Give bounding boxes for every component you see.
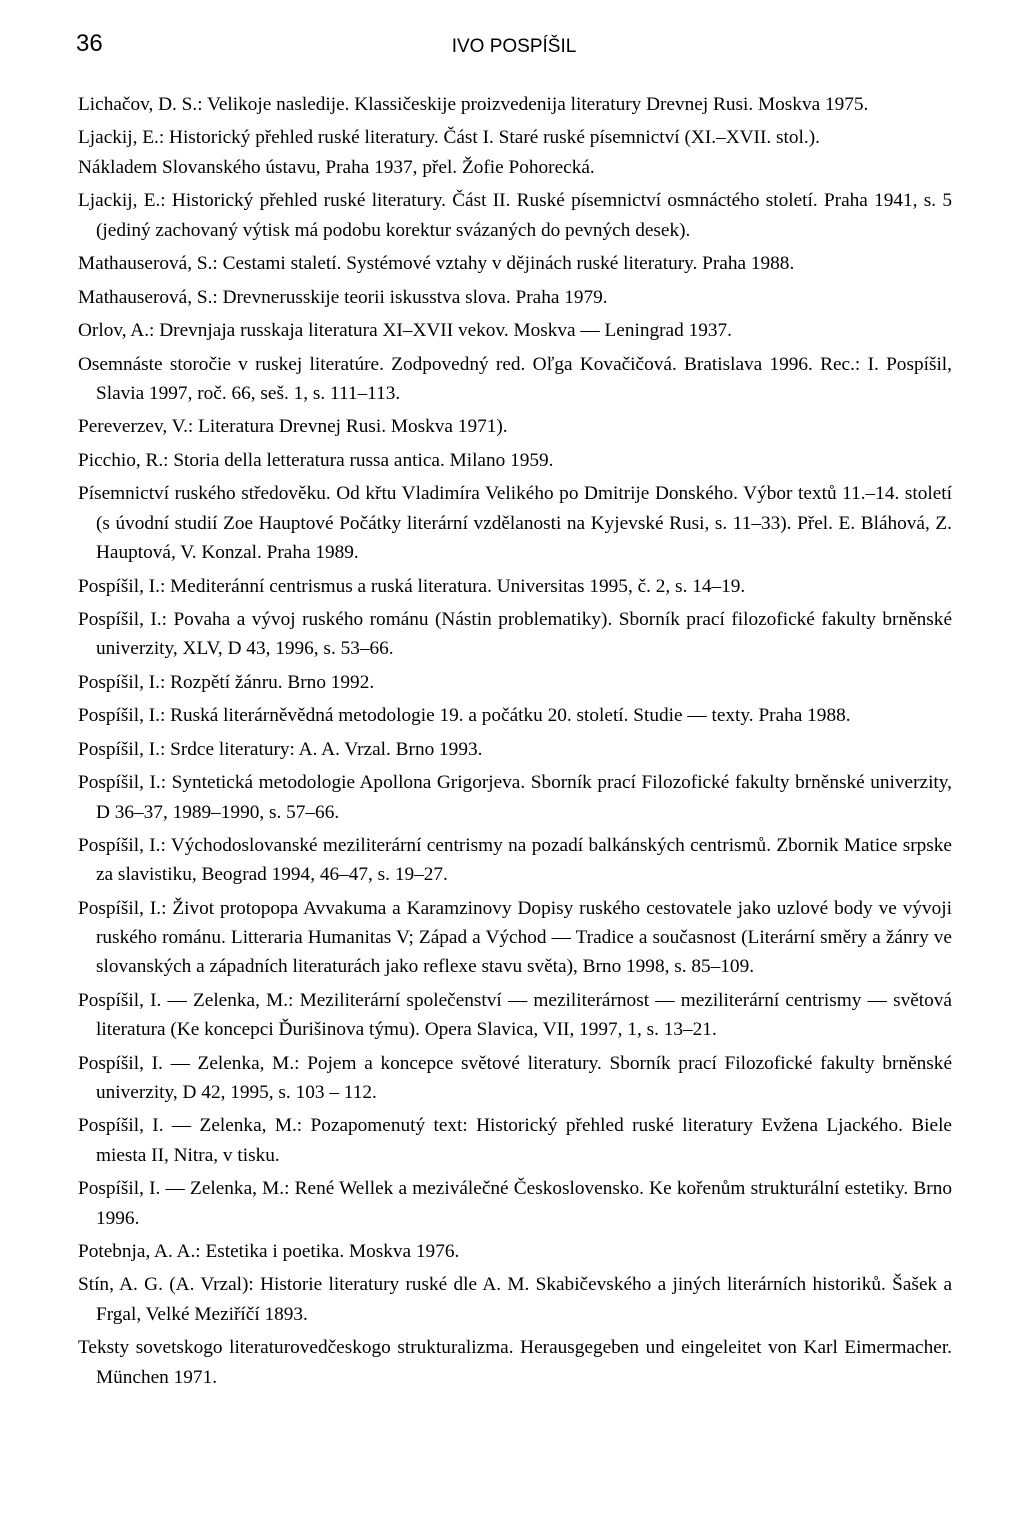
bibliography-entry: Pospíšil, I.: Syntetická metodologie Apollona Grigorjeva. Sborník prací Filozofické fakulty brněnské univerzity, D 36–37, 1989–1990, s. 57–66.	[78, 772, 952, 823]
bibliography-entry: Ljackij, E.: Historický přehled ruské literatury. Část II. Ruské písemnictví osmnáctého století. Praha 1941, s. 5 (jediný zachovaný výtisk má podobu korektur svázaných do pevných desek).	[78, 190, 952, 241]
bibliography-entry: Ljackij, E.: Historický přehled ruské literatury. Část I. Staré ruské písemnictví (XI.–XVII. stol.).	[78, 127, 820, 149]
bibliography-entry: Pospíšil, I.: Ruská literárněvědná metodologie 19. a počátku 20. století. Studie — texty. Praha 1988.	[78, 705, 851, 727]
bibliography-list	[78, 90, 952, 1396]
page-header	[76, 30, 952, 70]
bibliography-entry: Pospíšil, I. — Zelenka, M.: Meziliterární společenství — meziliterárnost — meziliterární centrismy — světová literatura (Ke koncepci Ďurišinova týmu). Opera Slavica, VII, 1997, 1, s. 13–21.	[78, 989, 952, 1041]
bibliography-entry: Pospíšil, I.: Východoslovanské meziliterární centrismy na pozadí balkánských centrismů. Zbornik Matice srpske za slavistiku, Beograd 1994, 46–47, s. 19–27.	[78, 835, 952, 886]
bibliography-entry: Teksty sovetskogo literaturovedčeskogo strukturalizma. Herausgegeben und eingeleitet von Karl Eimermacher. München 1971.	[78, 1337, 952, 1388]
bibliography-entry: Pospíšil, I. — Zelenka, M.: Pojem a koncepce světové literatury. Sborník prací Filozofické fakulty brněnské univerzity, D 42, 1995, s. 103 – 112.	[78, 1052, 952, 1103]
bibliography-entry: Lichačov, D. S.: Velikoje nasledije. Klassičeskije proizvedenija literatury Drevnej Rusi. Moskva 1975.	[78, 94, 869, 115]
bibliography-entry: Pospíšil, I.: Rozpětí žánru. Brno 1992.	[78, 671, 375, 693]
bibliography-entry: Potebnja, A. A.: Estetika i poetika. Moskva 1976.	[78, 1241, 460, 1262]
running-title: IVO POSPÍŠIL	[451, 36, 577, 57]
bibliography-entry: Osemnáste storočie v ruskej literatúre. Zodpovedný red. Oľga Kovačičová. Bratislava 1996. Rec.: I. Pospíšil, Slavia 1997, roč. 66, seš. 1, s. 111–113.	[78, 353, 952, 404]
bibliography-entry: Pospíšil, I. — Zelenka, M.: Pozapomenutý text: Historický přehled ruské literatury Evžena Ljackého. Biele miesta II, Nitra, v tisku.	[78, 1115, 952, 1166]
bibliography-entry: Pospíšil, I. — Zelenka, M.: René Wellek a meziválečné Československo. Ke kořenům strukturální estetiky. Brno 1996.	[78, 1178, 952, 1229]
bibliography-entry: Pospíšil, I.: Mediteránní centrismus a ruská literatura. Universitas 1995, č. 2, s. 14–19.	[78, 575, 746, 597]
bibliography-entry: Picchio, R.: Storia della letteratura russa antica. Milano 1959.	[78, 449, 554, 471]
bibliography-entry: Pospíšil, I.: Srdce literatury: A. A. Vrzal. Brno 1993.	[78, 738, 483, 760]
bibliography-entry: Nákladem Slovanského ústavu, Praha 1937, přel. Žofie Pohorecká.	[78, 156, 595, 178]
bibliography-entry: Písemnictví ruského středověku. Od křtu Vladimíra Velikého po Dmitrije Donského. Výbor textů 11.–14. století (s úvodní studií Zoe Hauptové Počátky literární vzdělanosti na Kyjevské Rusi, s. 11–33). Přel. E. Bláhová, Z. Hauptová, V. Konzal. Praha 1989.	[78, 483, 952, 564]
bibliography-entry: Pereverzev, V.: Literatura Drevnej Rusi. Moskva 1971).	[78, 416, 508, 438]
bibliography-entry: Orlov, A.: Drevnjaja russkaja literatura XI–XVII vekov. Moskva — Leningrad 1937.	[78, 320, 732, 342]
bibliography-entry: Stín, A. G. (A. Vrzal): Historie literatury ruské dle A. M. Skabičevského a jiných literárních historiků. Šašek a Frgal, Velké Meziříčí 1893.	[78, 1274, 952, 1325]
bibliography-entry: Mathauserová, S.: Drevnerusskije teorii iskusstva slova. Praha 1979.	[78, 286, 608, 308]
bibliography-entry: Pospíšil, I.: Povaha a vývoj ruského románu (Nástin problematiky). Sborník prací filozofické fakulty brněnské univerzity, XLV, D 43, 1996, s. 53–66.	[78, 609, 952, 660]
bibliography-entry: Mathauserová, S.: Cestami staletí. Systémové vztahy v dějinách ruské literatury. Praha 1988.	[78, 253, 795, 275]
bibliography-entry: Pospíšil, I.: Život protopopa Avvakuma a Karamzinovy Dopisy ruského cestovatele jako uzlové body ve vývoji ruského románu. Litteraria Humanitas V; Západ a Východ — Tradice a současnost (Literární směry a žánry ve slovanských a západních literaturách jako reflexe stavu světa), Brno 1998, s. 85–109.	[78, 897, 952, 978]
page-number: 36	[76, 30, 103, 57]
